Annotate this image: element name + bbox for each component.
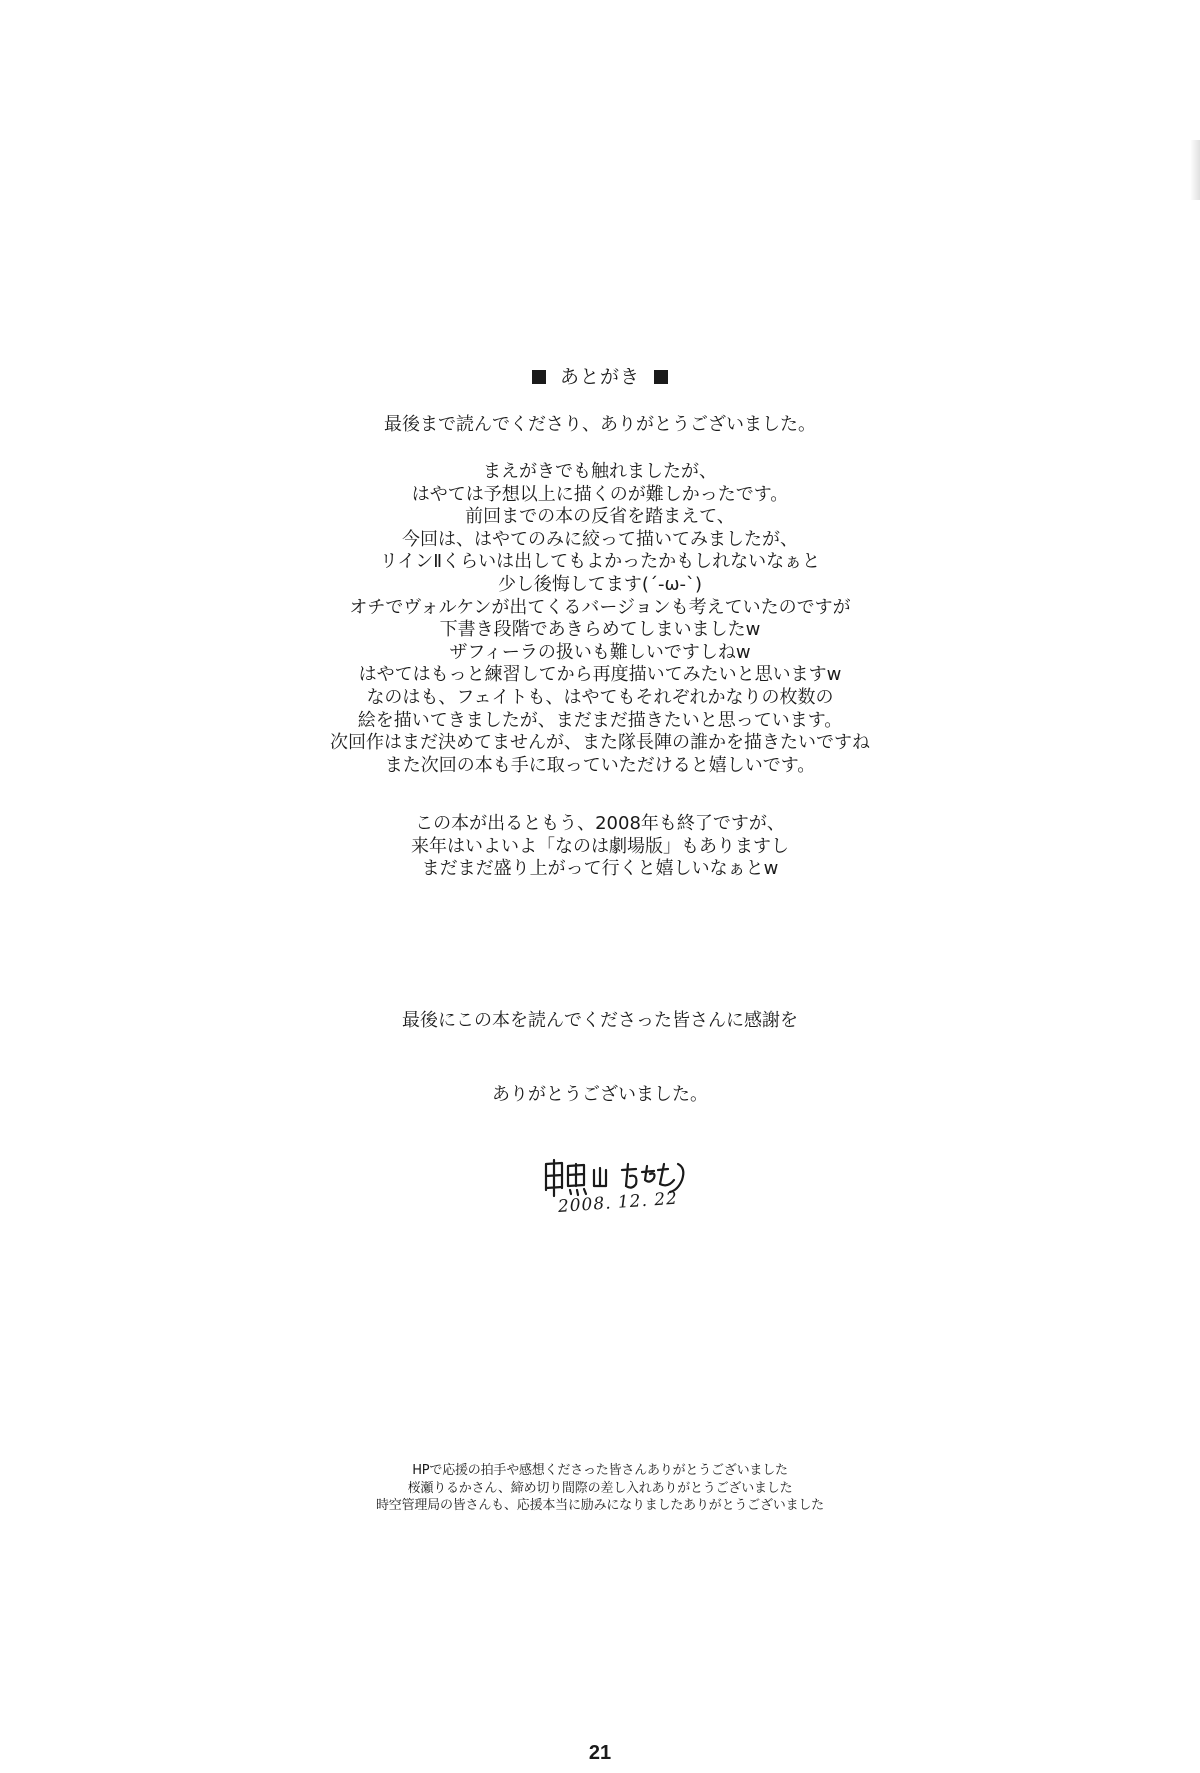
closing-paragraph [0, 1084, 1200, 1107]
credits-line-1: HPで応援の拍手や感想くださった皆さんありがとうございました [412, 1463, 788, 1478]
year-line-3: まだまだ盛り上がって行くと嬉しいなぁとw [421, 858, 779, 880]
main-line-10: はやてはもっと練習してから再度描いてみたいと思いますw [358, 664, 842, 686]
main-line-4: 今回は、はやてのみに絞って描いてみましたが、 [402, 528, 798, 550]
thanks-paragraph [0, 1010, 1200, 1033]
main-line-13: 次回作はまだ決めてませんが、また隊長陣の誰かを描きたいですね [330, 732, 870, 754]
year-line-1: この本が出るともう、2008年も終了ですが、 [415, 813, 785, 834]
main-line-5: リインⅡくらいは出してもよかったかもしれないなぁと [379, 551, 821, 573]
thanks-line: 最後にこの本を読んでくださった皆さんに感謝を [402, 1010, 798, 1031]
credits-block [0, 1462, 1200, 1515]
main-line-7: オチでヴォルケンが出てくるバージョンも考えていたのですが [349, 596, 851, 618]
main-line-11: なのはも、フェイトも、はやてもそれぞれかなりの枚数の [366, 686, 834, 708]
main-line-12: 絵を描いてきましたが、まだまだ描きたいと思っています。 [357, 709, 843, 731]
intro-paragraph [0, 414, 1200, 437]
black-square-icon [532, 370, 546, 384]
main-line-8: 下書き段階であきらめてしまいましたw [439, 619, 761, 641]
main-line-6: 少し後悔してます(´-ω-`) [497, 573, 703, 595]
main-line-1: まえがきでも触れましたが、 [483, 461, 717, 482]
intro-line: 最後まで読んでくださり、ありがとうございました。 [384, 414, 816, 435]
credits-line-3: 時空管理局の皆さんも、応援本当に励みになりましたありがとうございました [375, 1498, 824, 1513]
main-line-9: ザフィーラの扱いも難しいですしねw [449, 641, 751, 663]
signature-date: 2008. 12. 22 [557, 1188, 679, 1217]
credits-line-2: 桜瀬りるかさん、締め切り間際の差し入れありがとうございました [407, 1480, 793, 1496]
main-paragraph [0, 461, 1200, 777]
year-line-2: 来年はいよいよ「なのは劇場版」もありますし [411, 835, 789, 857]
closing-line: ありがとうございました。 [492, 1084, 708, 1105]
page-number: 21 [588, 1742, 612, 1764]
afterword-title: あとがき [559, 366, 640, 388]
main-line-14: また次回の本も手に取っていただけると嬉しいです。 [384, 754, 816, 776]
scan-edge-shadow [1190, 140, 1200, 200]
year-paragraph [0, 813, 1200, 881]
main-line-2: はやては予想以上に描くのが難しかったです。 [411, 483, 789, 505]
main-line-3: 前回までの本の反省を踏まえて、 [465, 506, 735, 528]
black-square-icon [654, 370, 668, 384]
afterword-heading [0, 362, 1200, 389]
